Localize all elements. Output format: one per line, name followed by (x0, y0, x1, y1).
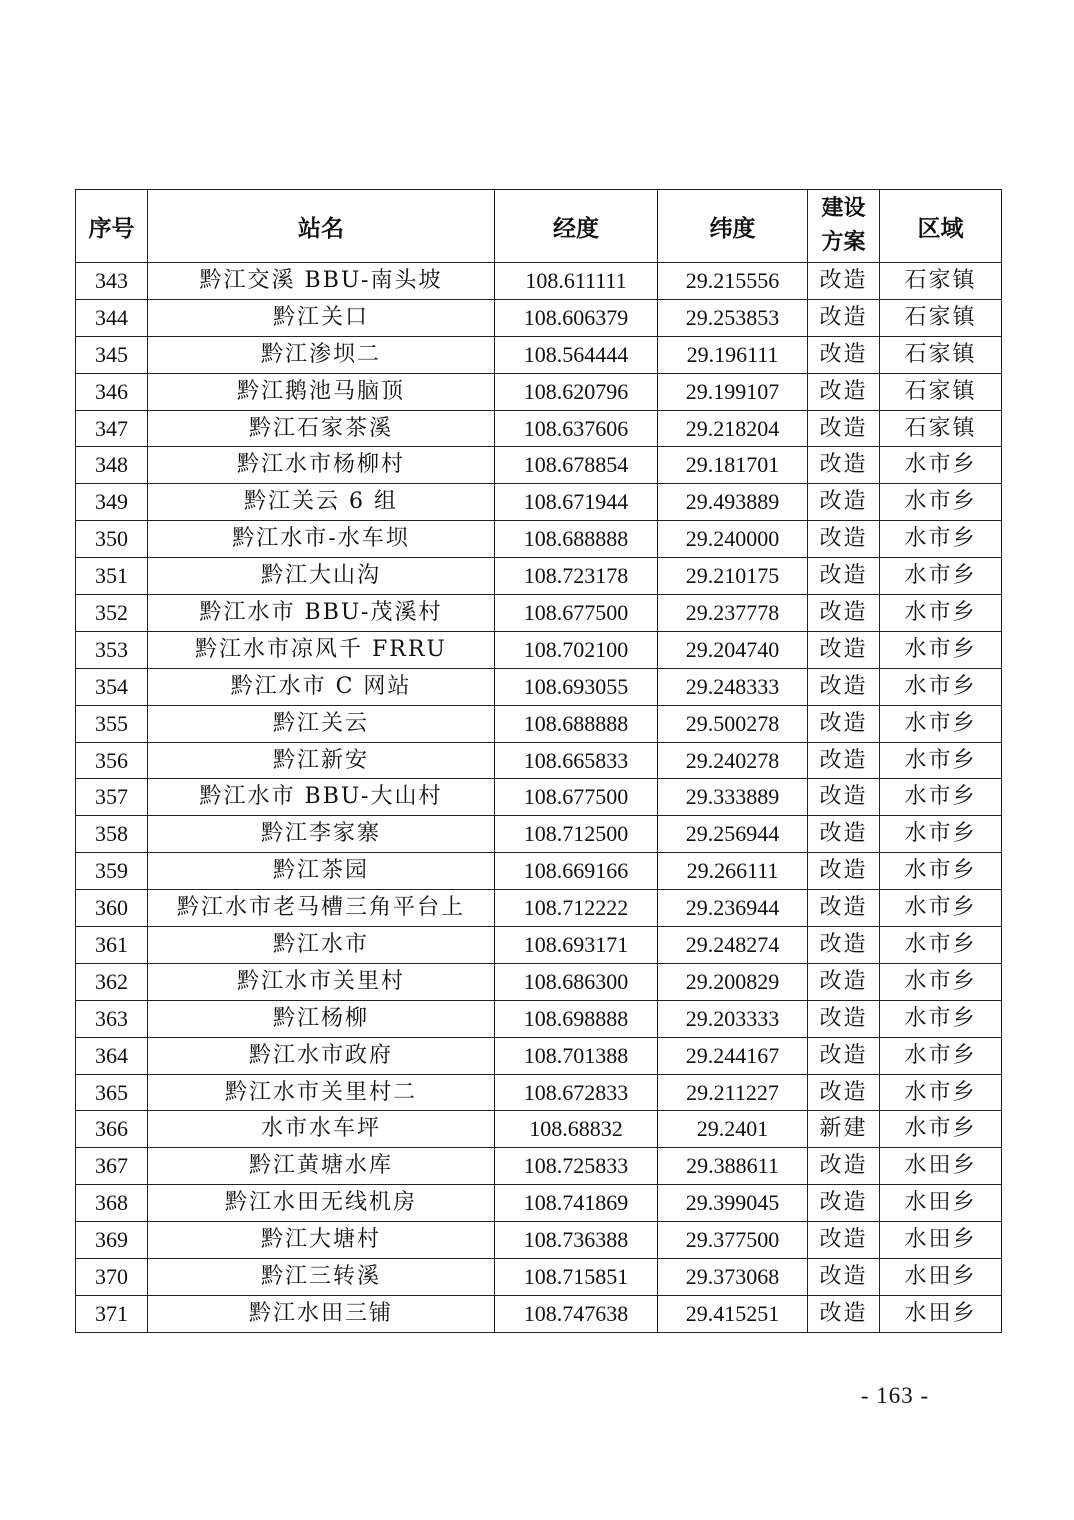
table-row (76, 1037, 1002, 1074)
table-row (76, 963, 1002, 1000)
cell-plan: 改造 (808, 668, 880, 705)
cell-plan: 改造 (808, 890, 880, 927)
cell-station-name: 黔江三转溪 (148, 1259, 495, 1296)
cell-seq: 358 (76, 816, 148, 853)
cell-plan: 改造 (808, 1222, 880, 1259)
table-row (76, 668, 1002, 705)
header-longitude: 经度 (495, 190, 658, 263)
table-row (76, 890, 1002, 927)
table-row (76, 299, 1002, 336)
cell-plan: 改造 (808, 1000, 880, 1037)
header-name: 站名 (148, 190, 495, 263)
table-row (76, 410, 1002, 447)
cell-latitude: 29.199107 (658, 373, 808, 410)
cell-station-name: 黔江黄塘水库 (148, 1148, 495, 1185)
cell-station-name: 黔江石家茶溪 (148, 410, 495, 447)
cell-area: 水市乡 (880, 668, 1002, 705)
cell-longitude: 108.712222 (495, 890, 658, 927)
cell-seq: 346 (76, 373, 148, 410)
cell-longitude: 108.712500 (495, 816, 658, 853)
cell-latitude: 29.215556 (658, 263, 808, 300)
cell-area: 石家镇 (880, 373, 1002, 410)
cell-longitude: 108.669166 (495, 853, 658, 890)
cell-plan: 改造 (808, 1148, 880, 1185)
header-seq: 序号 (76, 190, 148, 263)
cell-latitude: 29.196111 (658, 336, 808, 373)
cell-seq: 363 (76, 1000, 148, 1037)
table-row (76, 595, 1002, 632)
cell-station-name: 黔江水田无线机房 (148, 1185, 495, 1222)
cell-longitude: 108.688888 (495, 705, 658, 742)
cell-latitude: 29.399045 (658, 1185, 808, 1222)
table-row (76, 1074, 1002, 1111)
cell-station-name: 黔江交溪 BBU-南头坡 (148, 263, 495, 300)
cell-seq: 368 (76, 1185, 148, 1222)
cell-longitude: 108.723178 (495, 558, 658, 595)
cell-station-name: 黔江水市 BBU-茂溪村 (148, 595, 495, 632)
cell-station-name: 黔江大山沟 (148, 558, 495, 595)
cell-plan: 改造 (808, 631, 880, 668)
cell-area: 水市乡 (880, 447, 1002, 484)
cell-station-name: 黔江水市杨柳村 (148, 447, 495, 484)
cell-longitude: 108.672833 (495, 1074, 658, 1111)
cell-longitude: 108.606379 (495, 299, 658, 336)
cell-station-name: 黔江水市关里村二 (148, 1074, 495, 1111)
cell-station-name: 黔江水田三铺 (148, 1295, 495, 1332)
table-row (76, 558, 1002, 595)
cell-longitude: 108.693171 (495, 927, 658, 964)
cell-seq: 355 (76, 705, 148, 742)
cell-seq: 352 (76, 595, 148, 632)
cell-longitude: 108.698888 (495, 1000, 658, 1037)
cell-seq: 347 (76, 410, 148, 447)
cell-seq: 344 (76, 299, 148, 336)
cell-longitude: 108.693055 (495, 668, 658, 705)
cell-longitude: 108.688888 (495, 521, 658, 558)
cell-latitude: 29.200829 (658, 963, 808, 1000)
cell-area: 水市乡 (880, 595, 1002, 632)
header-latitude: 纬度 (658, 190, 808, 263)
cell-station-name: 黔江水市-水车坝 (148, 521, 495, 558)
cell-latitude: 29.210175 (658, 558, 808, 595)
cell-seq: 360 (76, 890, 148, 927)
cell-plan: 改造 (808, 521, 880, 558)
cell-area: 水市乡 (880, 927, 1002, 964)
table-row (76, 1185, 1002, 1222)
header-plan (808, 190, 880, 263)
cell-area: 水市乡 (880, 853, 1002, 890)
cell-latitude: 29.248274 (658, 927, 808, 964)
cell-area: 石家镇 (880, 299, 1002, 336)
table-row (76, 853, 1002, 890)
cell-area: 石家镇 (880, 336, 1002, 373)
table-row (76, 263, 1002, 300)
table-row (76, 631, 1002, 668)
cell-latitude: 29.240000 (658, 521, 808, 558)
cell-seq: 351 (76, 558, 148, 595)
cell-seq: 354 (76, 668, 148, 705)
cell-area: 水市乡 (880, 1037, 1002, 1074)
table-row (76, 742, 1002, 779)
table-row (76, 484, 1002, 521)
table-row (76, 1111, 1002, 1148)
cell-plan: 改造 (808, 705, 880, 742)
cell-latitude: 29.266111 (658, 853, 808, 890)
cell-latitude: 29.500278 (658, 705, 808, 742)
cell-longitude: 108.68832 (495, 1111, 658, 1148)
table-row (76, 779, 1002, 816)
cell-area: 水市乡 (880, 742, 1002, 779)
cell-plan: 改造 (808, 779, 880, 816)
cell-area: 水市乡 (880, 521, 1002, 558)
cell-latitude: 29.203333 (658, 1000, 808, 1037)
cell-station-name: 水市水车坪 (148, 1111, 495, 1148)
cell-area: 水田乡 (880, 1185, 1002, 1222)
cell-seq: 348 (76, 447, 148, 484)
cell-seq: 370 (76, 1259, 148, 1296)
cell-longitude: 108.686300 (495, 963, 658, 1000)
page-number: - 163 - (860, 1383, 930, 1408)
cell-longitude: 108.611111 (495, 263, 658, 300)
cell-latitude: 29.388611 (658, 1148, 808, 1185)
cell-area: 水田乡 (880, 1148, 1002, 1185)
table-row (76, 336, 1002, 373)
cell-plan: 改造 (808, 1259, 880, 1296)
cell-area: 水市乡 (880, 890, 1002, 927)
table-row (76, 373, 1002, 410)
table-body (76, 263, 1002, 1333)
cell-station-name: 黔江大塘村 (148, 1222, 495, 1259)
cell-station-name: 黔江水市 BBU-大山村 (148, 779, 495, 816)
cell-seq: 349 (76, 484, 148, 521)
cell-plan: 改造 (808, 299, 880, 336)
cell-latitude: 29.204740 (658, 631, 808, 668)
cell-station-name: 黔江杨柳 (148, 1000, 495, 1037)
cell-area: 水市乡 (880, 705, 1002, 742)
cell-seq: 345 (76, 336, 148, 373)
cell-station-name: 黔江关云 (148, 705, 495, 742)
header-plan-line2: 方案 (821, 230, 866, 255)
cell-station-name: 黔江渗坝二 (148, 336, 495, 373)
cell-area: 水市乡 (880, 484, 1002, 521)
table-row (76, 447, 1002, 484)
cell-longitude: 108.702100 (495, 631, 658, 668)
cell-station-name: 黔江关口 (148, 299, 495, 336)
cell-station-name: 黔江水市 (148, 927, 495, 964)
cell-longitude: 108.678854 (495, 447, 658, 484)
cell-seq: 367 (76, 1148, 148, 1185)
cell-seq: 353 (76, 631, 148, 668)
cell-area: 水市乡 (880, 631, 1002, 668)
cell-station-name: 黔江关云 6 组 (148, 484, 495, 521)
cell-plan: 改造 (808, 263, 880, 300)
cell-latitude: 29.256944 (658, 816, 808, 853)
cell-station-name: 黔江水市老马槽三角平台上 (148, 890, 495, 927)
table-row (76, 927, 1002, 964)
cell-area: 水田乡 (880, 1222, 1002, 1259)
cell-latitude: 29.248333 (658, 668, 808, 705)
table-row (76, 1222, 1002, 1259)
cell-plan: 改造 (808, 484, 880, 521)
table-header-row (76, 190, 1002, 263)
cell-longitude: 108.715851 (495, 1259, 658, 1296)
cell-seq: 366 (76, 1111, 148, 1148)
cell-latitude: 29.211227 (658, 1074, 808, 1111)
cell-latitude: 29.373068 (658, 1259, 808, 1296)
cell-area: 水市乡 (880, 1111, 1002, 1148)
cell-seq: 356 (76, 742, 148, 779)
cell-latitude: 29.237778 (658, 595, 808, 632)
cell-seq: 371 (76, 1295, 148, 1332)
table-row (76, 1295, 1002, 1332)
cell-station-name: 黔江水市政府 (148, 1037, 495, 1074)
cell-plan: 改造 (808, 447, 880, 484)
cell-station-name: 黔江水市关里村 (148, 963, 495, 1000)
cell-area: 石家镇 (880, 263, 1002, 300)
cell-seq: 359 (76, 853, 148, 890)
cell-seq: 369 (76, 1222, 148, 1259)
cell-seq: 365 (76, 1074, 148, 1111)
cell-area: 水市乡 (880, 1000, 1002, 1037)
cell-latitude: 29.377500 (658, 1222, 808, 1259)
cell-plan: 改造 (808, 1037, 880, 1074)
cell-area: 石家镇 (880, 410, 1002, 447)
table-row (76, 1000, 1002, 1037)
cell-longitude: 108.741869 (495, 1185, 658, 1222)
cell-longitude: 108.637606 (495, 410, 658, 447)
cell-area: 水市乡 (880, 779, 1002, 816)
cell-plan: 改造 (808, 853, 880, 890)
cell-station-name: 黔江鹅池马脑顶 (148, 373, 495, 410)
cell-latitude: 29.415251 (658, 1295, 808, 1332)
cell-latitude: 29.218204 (658, 410, 808, 447)
cell-plan: 改造 (808, 927, 880, 964)
cell-plan: 改造 (808, 816, 880, 853)
cell-latitude: 29.244167 (658, 1037, 808, 1074)
cell-seq: 361 (76, 927, 148, 964)
header-plan-line1: 建设 (821, 196, 866, 221)
cell-area: 水田乡 (880, 1295, 1002, 1332)
cell-latitude: 29.2401 (658, 1111, 808, 1148)
cell-station-name: 黔江水市凉风千 FRRU (148, 631, 495, 668)
cell-latitude: 29.240278 (658, 742, 808, 779)
cell-plan: 改造 (808, 558, 880, 595)
cell-longitude: 108.564444 (495, 336, 658, 373)
cell-area: 水市乡 (880, 558, 1002, 595)
cell-plan: 改造 (808, 1185, 880, 1222)
cell-station-name: 黔江李家寨 (148, 816, 495, 853)
table-row (76, 816, 1002, 853)
table-row (76, 1148, 1002, 1185)
cell-longitude: 108.671944 (495, 484, 658, 521)
cell-seq: 364 (76, 1037, 148, 1074)
cell-longitude: 108.725833 (495, 1148, 658, 1185)
cell-longitude: 108.677500 (495, 779, 658, 816)
cell-seq: 343 (76, 263, 148, 300)
cell-station-name: 黔江茶园 (148, 853, 495, 890)
cell-area: 水市乡 (880, 963, 1002, 1000)
cell-area: 水市乡 (880, 816, 1002, 853)
cell-seq: 357 (76, 779, 148, 816)
header-area: 区域 (880, 190, 1002, 263)
cell-latitude: 29.181701 (658, 447, 808, 484)
cell-seq: 350 (76, 521, 148, 558)
cell-plan: 改造 (808, 742, 880, 779)
cell-longitude: 108.665833 (495, 742, 658, 779)
cell-latitude: 29.253853 (658, 299, 808, 336)
cell-station-name: 黔江新安 (148, 742, 495, 779)
cell-plan: 改造 (808, 1074, 880, 1111)
cell-plan: 改造 (808, 595, 880, 632)
cell-longitude: 108.701388 (495, 1037, 658, 1074)
cell-plan: 改造 (808, 336, 880, 373)
cell-plan: 改造 (808, 1295, 880, 1332)
cell-station-name: 黔江水市 C 网站 (148, 668, 495, 705)
cell-area: 水田乡 (880, 1259, 1002, 1296)
cell-seq: 362 (76, 963, 148, 1000)
cell-latitude: 29.493889 (658, 484, 808, 521)
cell-longitude: 108.736388 (495, 1222, 658, 1259)
cell-area: 水市乡 (880, 1074, 1002, 1111)
table-row (76, 705, 1002, 742)
cell-plan: 改造 (808, 963, 880, 1000)
table-row (76, 1259, 1002, 1296)
site-table (75, 189, 1002, 1333)
cell-plan: 新建 (808, 1111, 880, 1148)
cell-longitude: 108.747638 (495, 1295, 658, 1332)
cell-longitude: 108.620796 (495, 373, 658, 410)
cell-plan: 改造 (808, 373, 880, 410)
cell-latitude: 29.236944 (658, 890, 808, 927)
table-row (76, 521, 1002, 558)
cell-plan: 改造 (808, 410, 880, 447)
cell-longitude: 108.677500 (495, 595, 658, 632)
cell-latitude: 29.333889 (658, 779, 808, 816)
